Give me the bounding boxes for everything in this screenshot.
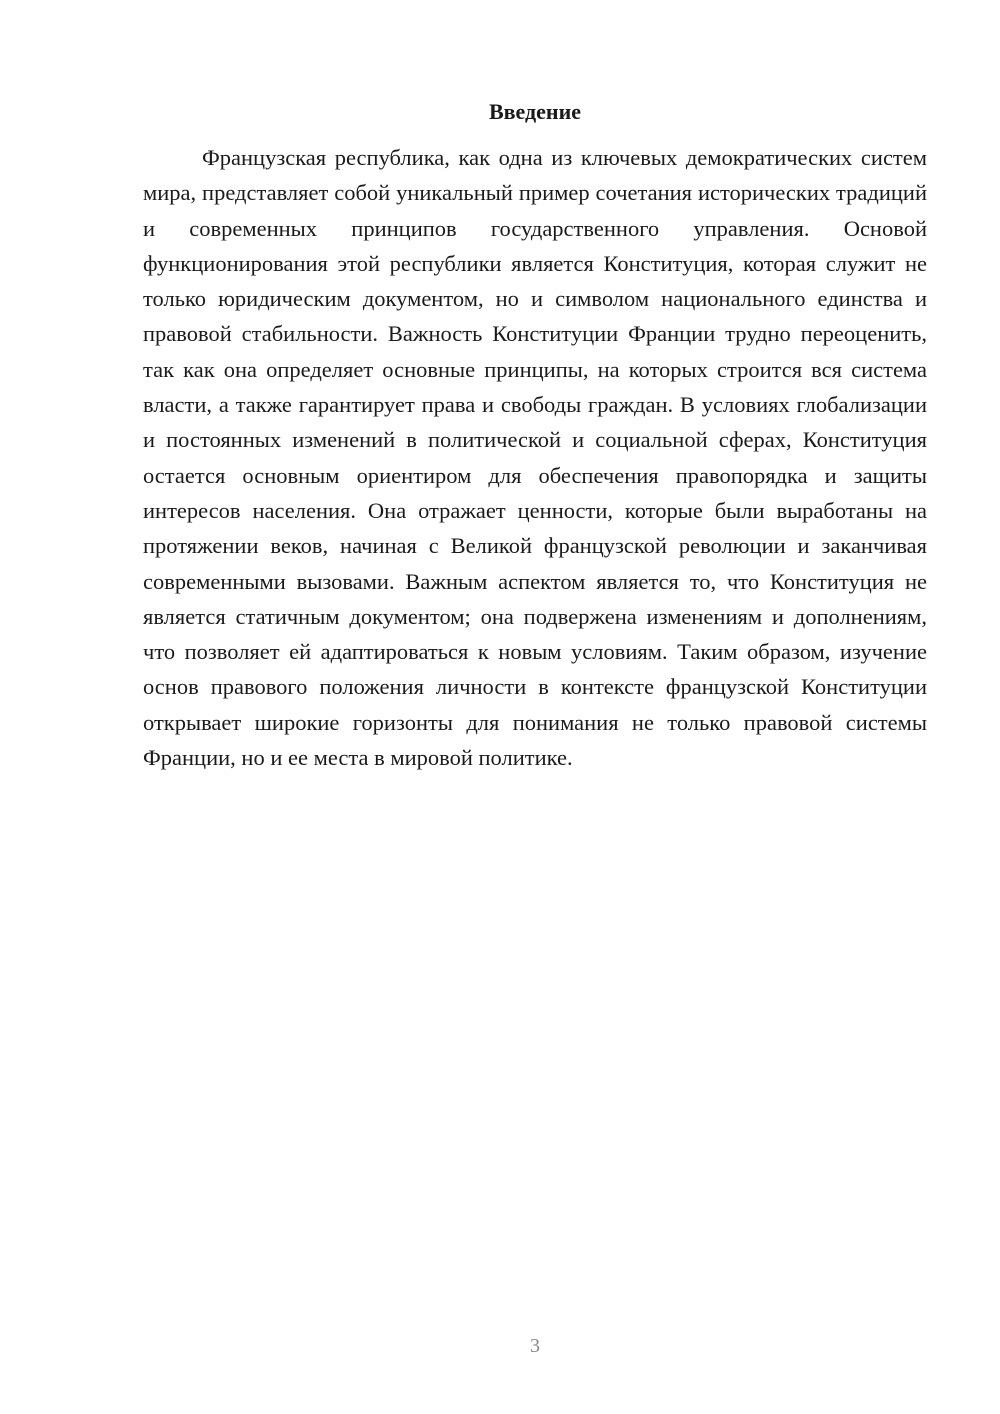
introduction-paragraph: Французская республика, как одна из ключевых демократических систем мира, представляет собой уникальный пример сочетания исторических традиций и современных принципов государственного управления. Основой функционирования этой республики является Конституция, которая служит не только юридическим документом, но и символом национального единства и правовой стабильности. Важность Конституции Франции трудно переоценить, так как она определяет основные принципы, на которых строится вся система власти, а также гарантирует права и свободы граждан. В условиях глобализации и постоянных изменений в политической и социальной сферах, Конституция остается основным ориентиром для обеспечения правопорядка и защиты интересов населения. Она отражает ценности, которые были выработаны на протяжении веков, начиная с Великой французской революции и заканчивая современными вызовами. Важным аспектом является то, что Конституция не является статичным документом; она подвержена изменениям и дополнениям, что позволяет ей адаптироваться к новым условиям. Таким образом, изучение основ правового положения личности в контексте французской Конституции открывает широкие горизонты для понимания не только правовой системы Франции, но и ее места в мировой политике. — [143, 145, 927, 771]
page-number: 3 — [530, 1335, 540, 1357]
page-title: Введение — [488, 99, 582, 124]
